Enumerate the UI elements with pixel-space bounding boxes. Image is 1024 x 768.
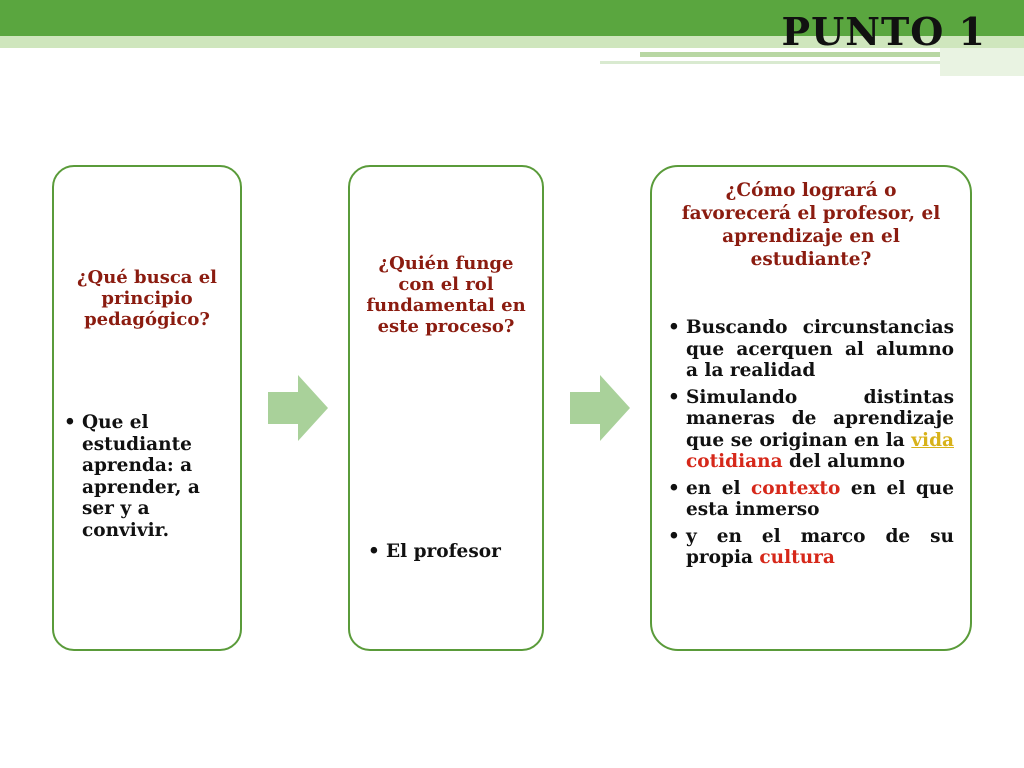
box-question: ¿Qué busca el principio pedagógico? [76, 267, 218, 330]
diagram-box-method [650, 165, 972, 651]
list-item: • y en el marco de su propia cultura [668, 525, 954, 568]
list-item: • Simulando distintas maneras de aprendizaje que se originan en la vida cotidiana del alumno [668, 386, 954, 472]
list-item: • en el contexto en el que esta inmerso [668, 477, 955, 520]
list-item: • Buscando circunstancias que acerquen al alumno a la realidad [668, 317, 954, 381]
diagram-box-principle [52, 165, 242, 651]
box-question: ¿Quién funge con el rol fundamental en este proceso? [366, 253, 526, 337]
box-list [60, 412, 232, 541]
box-list [664, 317, 954, 574]
highlight-text: contexto [751, 477, 841, 499]
page-title: PUNTO 1 [781, 9, 986, 54]
list-item-text: y en el marco de su propia [686, 525, 954, 568]
list-item-text: en el [686, 477, 752, 499]
list-item-text: Simulando distintas maneras de aprendizaje que se originan en la [686, 386, 954, 451]
box-list [364, 541, 534, 563]
arrow-right-icon [268, 375, 328, 441]
list-item-text: en el que esta inmerso [686, 477, 955, 520]
list-item-text: Buscando circunstancias que acerquen al alumno a la realidad [686, 317, 954, 381]
highlight-text: vida [911, 429, 954, 451]
list-item: • Que el estudiante aprenda: a aprender, a ser y a convivir. [64, 412, 200, 541]
diagram-box-role [348, 165, 544, 651]
box-question: ¿Cómo logrará o favorecerá el profesor, el aprendizaje en el estudiante? [681, 180, 941, 270]
list-item-text: del alumno [782, 451, 906, 472]
list-item-text: El profesor [386, 541, 501, 562]
arrow-right-icon [570, 375, 630, 441]
list-item: • El profesor [368, 541, 501, 562]
highlight-text: cotidiana [686, 451, 783, 472]
list-item-text: Que el estudiante aprenda: a aprender, a ser y a convivir. [82, 412, 200, 541]
highlight-text: cultura [759, 547, 835, 568]
